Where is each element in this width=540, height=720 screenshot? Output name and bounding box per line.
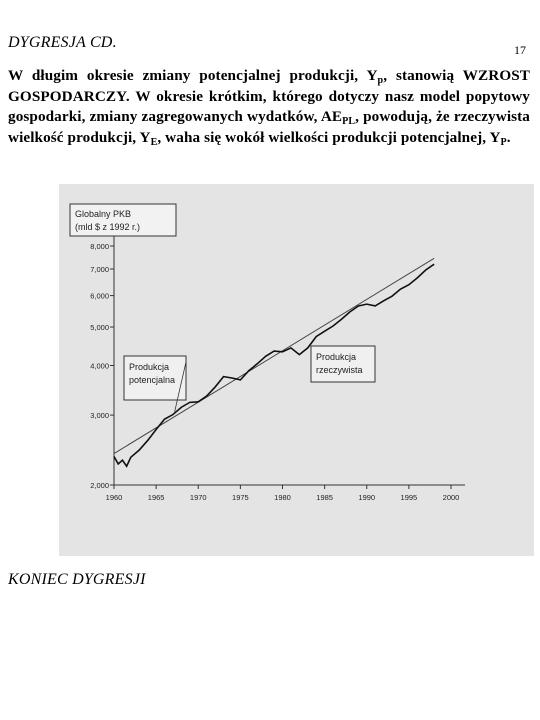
y-tick-label: 6,000 [90, 291, 109, 301]
page-number: 17 [514, 43, 526, 57]
x-tick-label: 1975 [232, 493, 249, 502]
y-tick-label: 8,000 [90, 242, 109, 251]
paragraph-text-3: , powodują, że rzeczywista wielkość produkcji, Y [8, 108, 530, 147]
gdp-chart [59, 184, 534, 556]
paragraph-text-1: W długim okresie zmiany potencjalnej produkcji, Y [8, 67, 378, 84]
x-tick-label: 1965 [147, 493, 165, 502]
x-tick-label: 1980 [274, 493, 291, 502]
y-tick-label: 2,000 [90, 481, 109, 490]
annotation-text-potential: potencjalna [129, 375, 176, 385]
chart-title-line: Globalny PKB [75, 209, 132, 219]
x-tick-label: 2000 [442, 493, 460, 502]
x-tick-label: 1995 [400, 493, 418, 502]
gdp-chart-figure [59, 184, 534, 556]
paragraph-text-4: , waha się wokół wielkości produkcji potencjalnej, Y [157, 129, 501, 147]
y-tick-label: 7,000 [90, 265, 109, 275]
y-tick-label: 3,000 [90, 411, 109, 421]
header-title: DYGRESJA CD. [8, 34, 117, 51]
x-tick-label: 1960 [105, 493, 123, 502]
paragraph-subscript-4: P [500, 137, 507, 149]
annotation-text-actual: Produkcja [316, 352, 357, 362]
paragraph-text-5: . [506, 129, 511, 147]
paragraph-subscript-2: PL [342, 116, 356, 128]
paragraph-text-2: , stanowią WZROST GOSPODARCZY. W okresie krótkim, którego dotyczy nasz model popytowy gospodarki, zmiany zagregowanych wydatków, AE [8, 67, 531, 126]
y-tick-label: 4,000 [90, 361, 109, 371]
body-paragraph [8, 66, 530, 149]
annotation-text-actual: rzeczywista [316, 365, 363, 375]
y-tick-label: 5,000 [90, 323, 109, 333]
paragraph-subscript-1: p [377, 75, 384, 86]
x-tick-label: 1985 [316, 493, 333, 502]
x-tick-label: 1970 [189, 493, 207, 502]
paragraph-subscript-3: E [150, 137, 158, 149]
chart-title-line: (mld $ z 1992 r.) [75, 222, 141, 232]
x-tick-label: 1990 [358, 493, 376, 502]
footer-text: KONIEC DYGRESJI [8, 571, 146, 588]
annotation-text-potential: Produkcja [129, 362, 170, 372]
